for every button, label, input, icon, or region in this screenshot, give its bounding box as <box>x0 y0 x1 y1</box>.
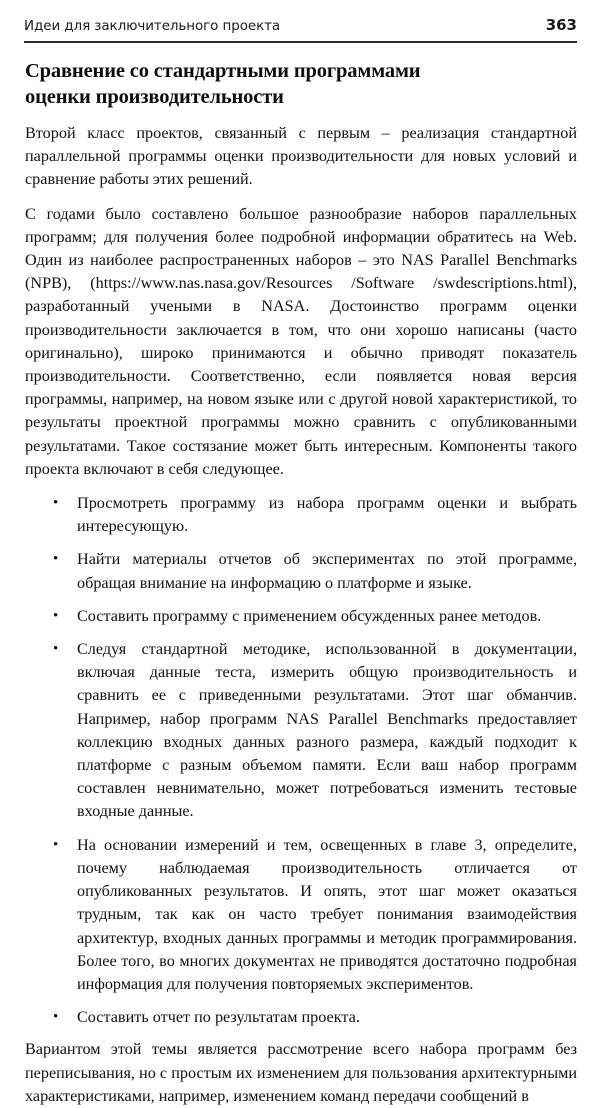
paragraph-benchmarks: С годами было составлено большое разнообразие наборов параллельных программ; для получения более подробной информации обратитесь на Web. Один из наиболее распространенных наборов – это NAS Parallel Benchmarks (NPB), (https://www.nas.nasa.gov/Resources /Software /swdescriptions.html), разработанный учеными в NASA. Достоинство программ оценки производительности заключается в том, что они хорошо написаны (часто оригинально), широко принимаются и обычно приводят показатель производительности. Соответственно, если появляется новая версия программы, например, на новом языке или с другой новой характеристикой, то результаты проектной программы можно сравнить с опубликованными результатами. Такое состязание может быть интересным. Компоненты такого проекта включают в себя следующее. <box>25 204 577 478</box>
list-item-text: Найти материалы отчетов об экспериментах по этой программе, обращая внимание на информацию о платформе и языке. <box>77 550 577 592</box>
paragraph-intro: Второй класс проектов, связанный с первым – реализация стандартной параллельной программы оценки производительности для новых условий и сравнение работы этих решений. <box>25 124 577 189</box>
list-item <box>25 1006 577 1029</box>
section-heading-line-2: оценки производительности <box>25 86 284 108</box>
page-number: 363 <box>545 16 577 34</box>
list-item-text: Следуя стандартной методике, использованной в документации, включая данные теста, измерить общую производительность и сравнить ее с приведенными результатами. Этот шаг обманчив. Например, набор программ NAS Parallel Benchmarks предоставляет коллекцию входных данных разного размера, каждый подходит к платформе с разным объемом памяти. Если ваш набор программ составлен невнимательно, может потребоваться изменить тестовые входные данные. <box>77 640 577 821</box>
list-item-text: Просмотреть программу из набора программ оценки и выбрать интересующую. <box>77 494 577 536</box>
bullet-icon: • <box>53 607 59 624</box>
bullet-icon: • <box>53 836 59 853</box>
running-head-title: Идеи для заключительного проекта <box>24 18 281 34</box>
bullet-icon: • <box>53 1009 59 1026</box>
bullet-icon: • <box>53 641 59 658</box>
list-item <box>25 548 577 594</box>
list-item <box>25 605 577 628</box>
section-heading <box>25 58 577 110</box>
paragraph-closing: Вариантом этой темы является рассмотрение всего набора программ без переписывания, но с простым их изменением для пользования архитектурными характеристиками, например, изменением команд передачи сообщений в <box>25 1040 577 1105</box>
list-item-text: Составить отчет по результатам проекта. <box>77 1008 360 1027</box>
bullet-icon: • <box>53 551 59 568</box>
list-item <box>25 834 577 996</box>
page-content <box>25 58 577 1108</box>
list-item-text: На основании измерений и тем, освещенных в главе 3, определите, почему наблюдаемая производительность отличается от опубликованных результатов. И опять, этот шаг может оказаться трудным, так как он часто требует понимания взаимодействия архитектур, входных данных программы и методик программирования. Более того, во многих документах не приводятся достаточно подробная информация для получения повторяемых экспериментов. <box>77 835 577 993</box>
bullet-icon: • <box>53 495 59 512</box>
list-item <box>25 638 577 824</box>
project-components-list <box>25 492 577 1029</box>
header-divider <box>24 41 577 43</box>
section-heading-line-1: Сравнение со стандартными программами <box>25 60 421 82</box>
list-item-text: Составить программу с применением обсужденных ранее методов. <box>77 606 542 625</box>
running-head <box>24 17 577 35</box>
list-item <box>25 492 577 538</box>
